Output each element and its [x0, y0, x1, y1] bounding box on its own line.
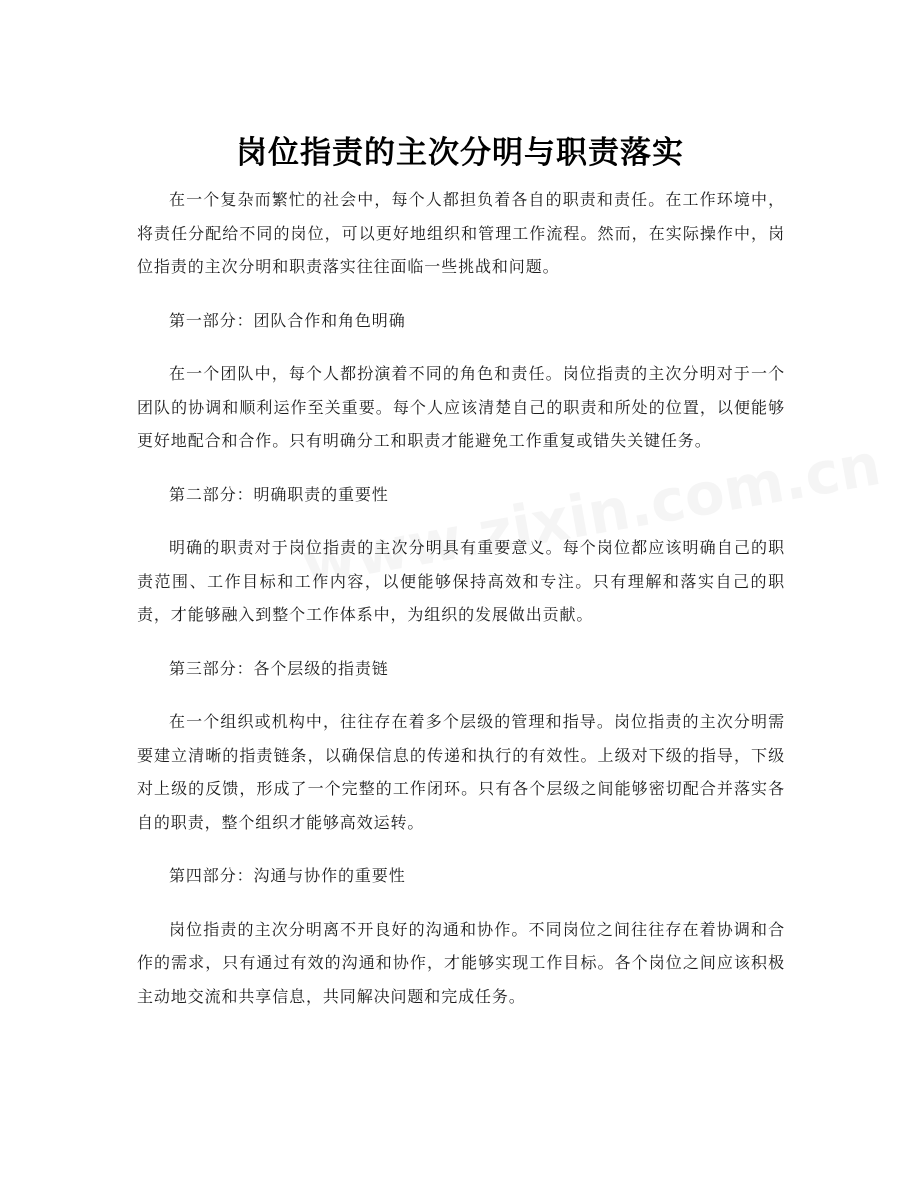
document-body	[137, 183, 785, 1033]
section-heading-1: 第一部分：团队合作和角色明确	[169, 310, 406, 330]
section-paragraph-2: 明确的职责对于岗位指责的主次分明具有重要意义。每个岗位都应该明确自己的职责范围、工作目标和工作内容，以便能够保持高效和专注。只有理解和落实自己的职责，才能够融入到整个工作体系中，为组织的发展做出贡献。	[137, 538, 785, 624]
section-heading-3: 第三部分：各个层级的指责链	[169, 658, 389, 678]
section-heading-4: 第四部分：沟通与协作的重要性	[169, 866, 406, 885]
intro-paragraph: 在一个复杂而繁忙的社会中，每个人都担负着各自的职责和责任。在工作环境中，将责任分配给不同的岗位，可以更好地组织和管理工作流程。然而，在实际操作中，岗位指责的主次分明和职责落实往往面临一些挑战和问题。	[137, 190, 785, 276]
document-title: 岗位指责的主次分明与职责落实	[236, 134, 684, 171]
section-paragraph-3: 在一个组织或机构中，往往存在着多个层级的管理和指导。岗位指责的主次分明需要建立清晰的指责链条，以确保信息的传递和执行的有效性。上级对下级的指导，下级对上级的反馈，形成了一个完整的工作闭环。只有各个层级之间能够密切配合并落实各自的职责，整个组织才能够高效运转。	[137, 712, 785, 832]
section-paragraph-1: 在一个团队中，每个人都扮演着不同的角色和责任。岗位指责的主次分明对于一个团队的协调和顺利运作至关重要。每个人应该清楚自己的职责和所处的位置，以便能够更好地配合和合作。只有明确分工和职责才能避免工作重复或错失关键任务。	[137, 364, 785, 450]
section-paragraph-4: 岗位指责的主次分明离不开良好的沟通和协作。不同岗位之间往往存在着协调和合作的需求，只有通过有效的沟通和协作，才能够实现工作目标。各个岗位之间应该积极主动地交流和共享信息，共同解决问题和完成任务。	[137, 919, 785, 1006]
section-heading-2: 第二部分：明确职责的重要性	[169, 484, 389, 504]
